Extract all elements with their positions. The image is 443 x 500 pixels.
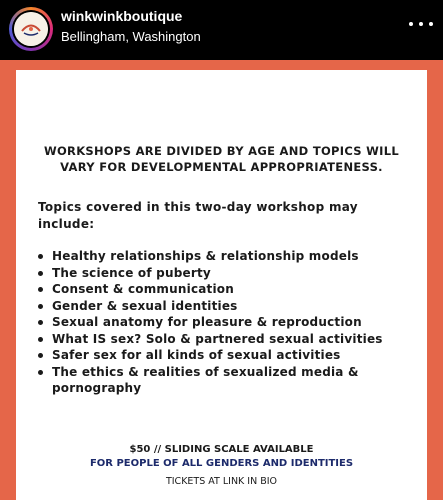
- more-horizontal-icon[interactable]: [409, 14, 433, 34]
- tickets-text: TICKETS AT LINK IN BIO: [165, 476, 278, 487]
- info-card: [16, 70, 427, 500]
- list-item: What IS sex? Solo & partnered sexual activities: [38, 331, 408, 348]
- username[interactable]: winkwinkboutique: [61, 8, 183, 24]
- list-item: The ethics & realities of sexualized media & pornography: [38, 364, 408, 397]
- list-item: Healthy relationships & relationship models: [38, 248, 408, 265]
- list-item: Sexual anatomy for pleasure & reproduction: [38, 314, 408, 331]
- location-label[interactable]: Bellingham, Washington: [61, 29, 201, 44]
- list-item: The science of puberty: [38, 265, 408, 282]
- list-item: Gender & sexual identities: [38, 298, 408, 315]
- profile-avatar[interactable]: [9, 7, 53, 51]
- intro-text: Topics covered in this two-day workshop may include:: [38, 200, 358, 231]
- price-text: $50 // SLIDING SCALE AVAILABLE: [129, 444, 314, 455]
- list-item: Consent & communication: [38, 281, 408, 298]
- brand-logo-icon: [14, 12, 48, 46]
- topics-list: [38, 248, 408, 397]
- audience-text: FOR PEOPLE OF ALL GENDERS AND IDENTITIES: [89, 458, 354, 469]
- post-header: [0, 0, 443, 60]
- list-item: Safer sex for all kinds of sexual activities: [38, 347, 408, 364]
- post-image[interactable]: [0, 60, 443, 500]
- headline: WORKSHOPS ARE DIVIDED BY AGE AND TOPICS WILL VARY FOR DEVELOPMENTAL APPROPRIATENESS.: [43, 144, 400, 174]
